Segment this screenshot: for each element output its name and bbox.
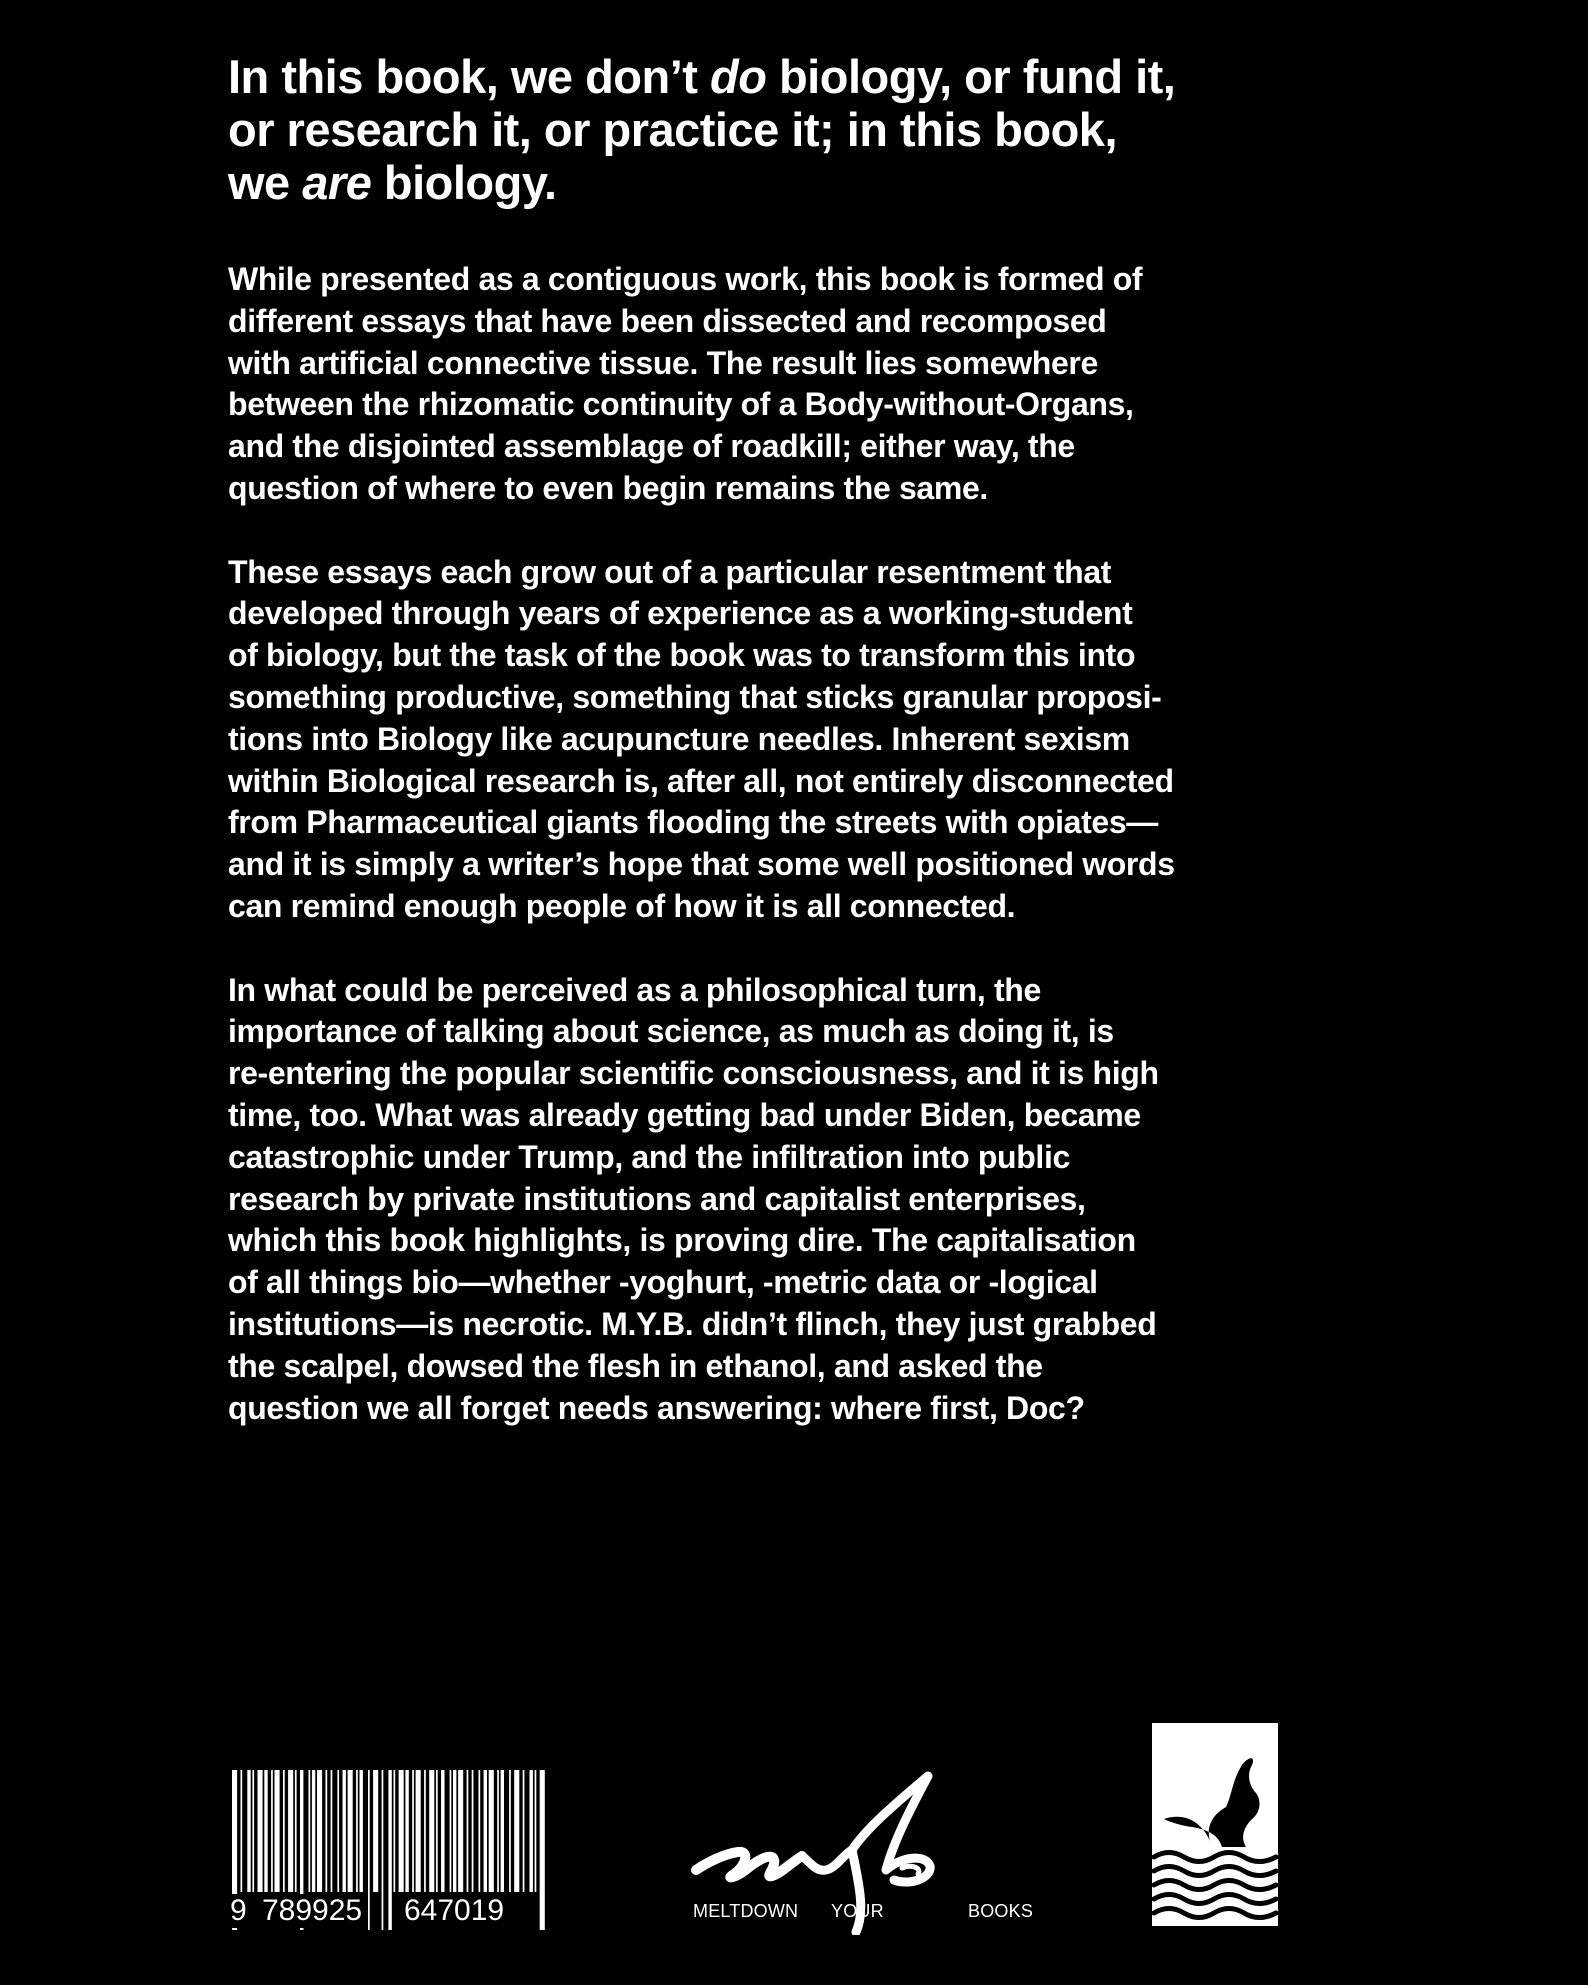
paragraph-line: with artificial connective tissue. The result lies somewhere [228, 344, 1098, 381]
barcode-bar [405, 1770, 408, 1892]
barcode-bar [309, 1770, 311, 1892]
publisher-word-books: BOOKS [968, 1901, 1034, 1921]
paragraph-line: of all things bio—whether -yoghurt, -metric data or -logical [228, 1264, 1098, 1301]
barcode-bar [412, 1770, 414, 1892]
barcode-bar [252, 1770, 254, 1892]
paragraph-line: tions into Biology like acupuncture needles. Inherent sexism [228, 720, 1130, 757]
barcode-bar [535, 1770, 537, 1892]
paragraph-line: of biology, but the task of the book was to transform this into [228, 637, 1136, 674]
headline-line-1: In this book, we don’t do biology, or fund it, [228, 50, 1176, 103]
paragraph-1 [228, 259, 1288, 510]
paragraph-line: within Biological research is, after all, not entirely disconnected [228, 762, 1174, 799]
barcode-bar [501, 1770, 504, 1892]
paragraph-line: between the rhizomatic continuity of a Body-without-Organs, [228, 386, 1134, 423]
barcode-bar [241, 1770, 243, 1892]
barcode-bar [472, 1770, 474, 1892]
publisher-word-meltdown: MELTDOWN [693, 1901, 799, 1921]
isbn-group-2: 647019 [404, 1894, 505, 1927]
paragraph-line: which this book highlights, is proving dire. The capitalisation [228, 1222, 1136, 1259]
paragraph-2 [228, 552, 1288, 928]
barcode-bar [514, 1770, 519, 1892]
barcode-bar [479, 1770, 481, 1892]
headline-line-2: or research it, or practice it; in this book, [228, 103, 1117, 156]
publisher-word-your: YOUR [831, 1901, 884, 1921]
paragraph-line: time, too. What was already getting bad under Biden, became [228, 1096, 1141, 1133]
isbn-group-1: 789925 [262, 1894, 363, 1927]
barcode-bar [394, 1770, 396, 1892]
barcode-bar [453, 1770, 456, 1892]
barcode-bar [348, 1770, 353, 1892]
barcode-bar [497, 1770, 499, 1892]
whale-tail-icon [1152, 1723, 1278, 1926]
barcode-bar [523, 1770, 525, 1892]
paragraph-line: the scalpel, dowsed the flesh in ethanol, and asked the [228, 1347, 1043, 1384]
whale-tail-logo [1152, 1723, 1278, 1926]
barcode-bar [247, 1770, 250, 1892]
barcode-bar [424, 1770, 426, 1892]
paragraph-line: re-entering the popular scientific consciousness, and it is high [228, 1055, 1159, 1092]
isbn-lead-digit: 9 [230, 1894, 247, 1927]
barcode-bar [416, 1770, 421, 1892]
blurb [228, 259, 1288, 1471]
barcode-bar [373, 1770, 378, 1892]
paragraph-line: These essays each grow out of a particular resentment that [228, 553, 1112, 590]
barcode-bar [467, 1770, 469, 1892]
paragraph-line: different essays that have been dissected and recomposed [228, 302, 1107, 339]
barcode-bar [275, 1770, 280, 1892]
paragraph-line: research by private institutions and capitalist enterprises, [228, 1180, 1086, 1217]
barcode-bar [258, 1770, 263, 1892]
headline [228, 50, 1288, 209]
barcode-bar [458, 1770, 463, 1892]
paragraph-line: from Pharmaceutical giants flooding the streets with opiates— [228, 804, 1158, 841]
headline-line-3: we are biology. [228, 156, 557, 209]
barcode-bar [530, 1770, 533, 1892]
barcode-bar [295, 1770, 297, 1892]
barcode-bar [360, 1770, 363, 1892]
paragraph-line: and it is simply a writer’s hope that some well positioned words [228, 846, 1175, 883]
paragraph-line: importance of talking about science, as much as doing it, is [228, 1013, 1114, 1050]
paragraph-line: question of where to even begin remains the same. [228, 469, 988, 506]
paragraph-line: and the disjointed assemblage of roadkill; either way, the [228, 428, 1075, 465]
barcode-bar [429, 1770, 434, 1892]
paragraph-line: question we all forget needs answering: where first, Doc? [228, 1389, 1085, 1426]
barcode-bar [441, 1770, 444, 1892]
paragraph-line: In what could be perceived as a philosophical turn, the [228, 971, 1041, 1008]
barcode-bar [317, 1770, 322, 1892]
paragraph-line: catastrophic under Trump, and the infiltration into public [228, 1138, 1070, 1175]
barcode-bar [450, 1770, 452, 1892]
barcode-bar [331, 1770, 333, 1892]
barcode-bar [399, 1770, 404, 1892]
paragraph-line: developed through years of experience as a working-student [228, 595, 1133, 632]
barcode-bar [326, 1770, 328, 1892]
barcode-bar [356, 1770, 358, 1892]
paragraph-line: something productive, something that sticks granular proposi- [228, 678, 1162, 715]
barcode-bar [337, 1770, 339, 1892]
barcode-bar [489, 1770, 494, 1892]
barcode-bar [288, 1770, 293, 1892]
paragraph-line: institutions—is necrotic. M.Y.B. didn’t flinch, they just grabbed [228, 1305, 1157, 1342]
barcode-bar [436, 1770, 438, 1892]
barcode-bar [271, 1770, 273, 1892]
barcode-bar [509, 1770, 511, 1892]
barcode-bar [343, 1770, 346, 1892]
barcode-bar [312, 1770, 315, 1892]
barcode-bar [264, 1770, 267, 1892]
paragraph-line: can remind enough people of how it is all connected. [228, 887, 1016, 924]
paragraph-3 [228, 970, 1288, 1430]
barcode-bar [283, 1770, 285, 1892]
paragraph-line: While presented as a contiguous work, this book is formed of [228, 261, 1143, 297]
isbn-number [230, 1894, 548, 1928]
barcode-bar [484, 1770, 487, 1892]
